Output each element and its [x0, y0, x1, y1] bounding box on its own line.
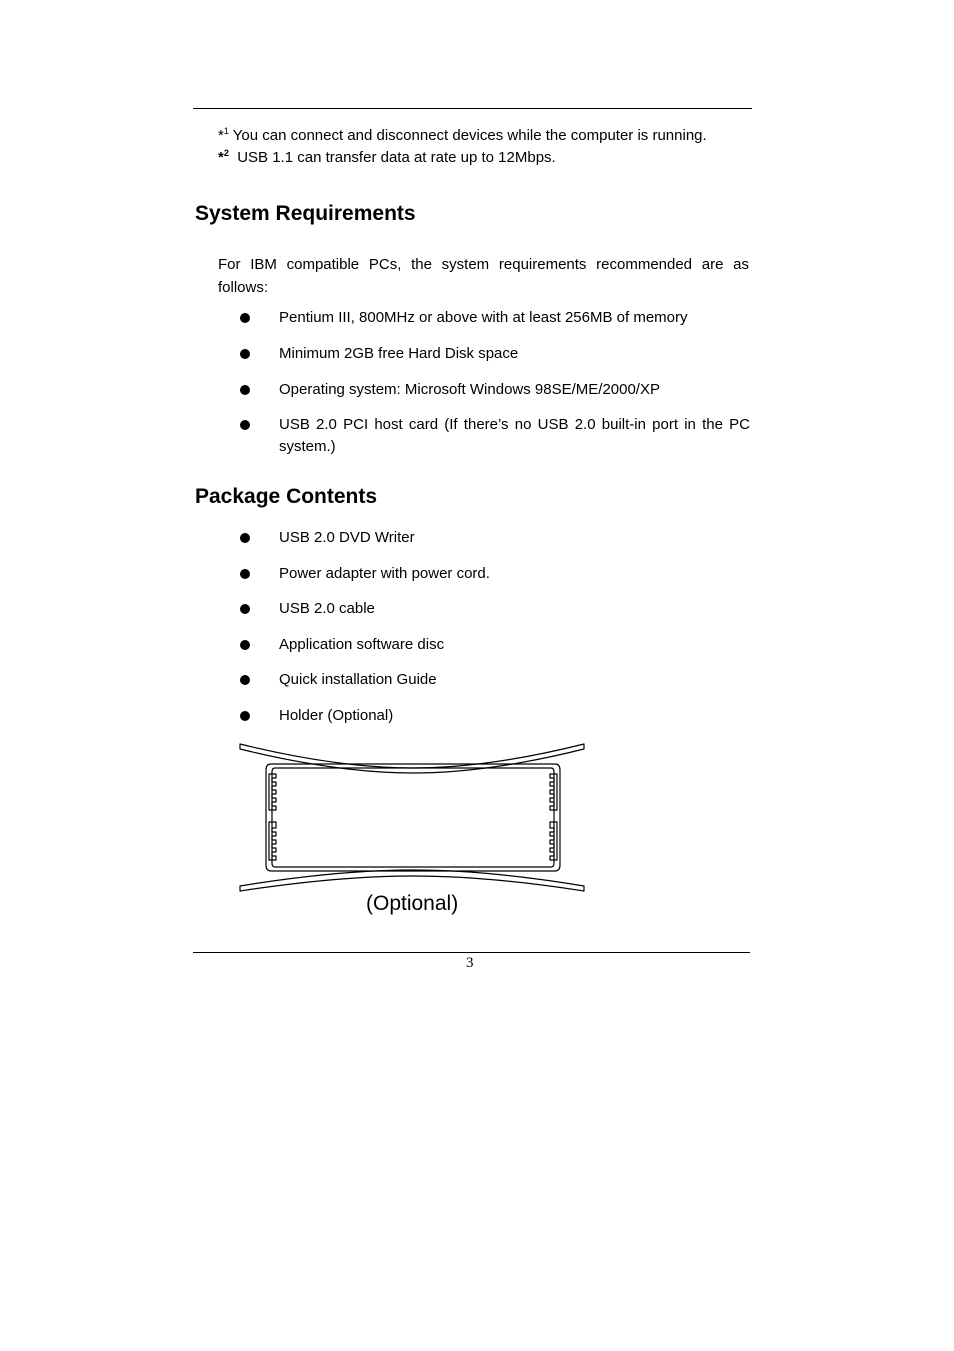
bullet-icon — [240, 640, 250, 650]
list-item-text: Quick installation Guide — [279, 671, 437, 688]
footnote-marker: * — [218, 149, 224, 166]
bullet-icon — [240, 420, 250, 430]
footnote-marker: * — [218, 127, 224, 144]
list-item-text: Operating system: Microsoft Windows 98SE/ME/2000/XP — [279, 381, 660, 398]
footnote-number: 2 — [223, 148, 229, 158]
holder-top-arm — [240, 744, 584, 773]
footnote-number: 1 — [223, 126, 229, 136]
footnote-2 — [218, 149, 556, 167]
bullet-icon — [240, 675, 250, 685]
bullet-icon — [240, 711, 250, 721]
holder-bottom-arm — [240, 870, 584, 891]
figure-caption: (Optional) — [366, 892, 459, 915]
holder-frame-outer — [266, 764, 560, 871]
section-heading-package-contents: Package Contents — [195, 485, 378, 508]
system-requirements-intro: For IBM compatible PCs, the system requirements recommended are as follows: — [218, 256, 749, 296]
holder-illustration — [238, 740, 588, 895]
list-item-text: USB 2.0 PCI host card (If there’s no USB 2.0 built-in port in the PC system.) — [279, 416, 750, 455]
list-item-text: USB 2.0 DVD Writer — [279, 529, 415, 546]
bullet-icon — [240, 604, 250, 614]
list-item-text: USB 2.0 cable — [279, 600, 375, 617]
footnote-text: USB 1.1 can transfer data at rate up to 12Mbps. — [237, 149, 556, 166]
bullet-icon — [240, 349, 250, 359]
list-item-text: Application software disc — [279, 636, 445, 653]
holder-frame-inner — [272, 768, 554, 867]
footnote-text: You can connect and disconnect devices while the computer is running. — [232, 127, 707, 144]
bullet-icon — [240, 569, 250, 579]
list-item-text: Minimum 2GB free Hard Disk space — [279, 345, 519, 362]
header-rule — [193, 108, 752, 109]
bullet-icon — [240, 533, 250, 543]
bullet-icon — [240, 313, 250, 323]
page-number: 3 — [466, 955, 474, 971]
list-item-text: Holder (Optional) — [279, 707, 394, 724]
bullet-icon — [240, 385, 250, 395]
list-item-text: Pentium III, 800MHz or above with at least 256MB of memory — [279, 309, 688, 326]
footer-rule — [193, 952, 750, 953]
section-heading-system-requirements: System Requirements — [195, 202, 416, 225]
footnote-1 — [218, 127, 707, 145]
list-item-text: Power adapter with power cord. — [279, 565, 490, 582]
